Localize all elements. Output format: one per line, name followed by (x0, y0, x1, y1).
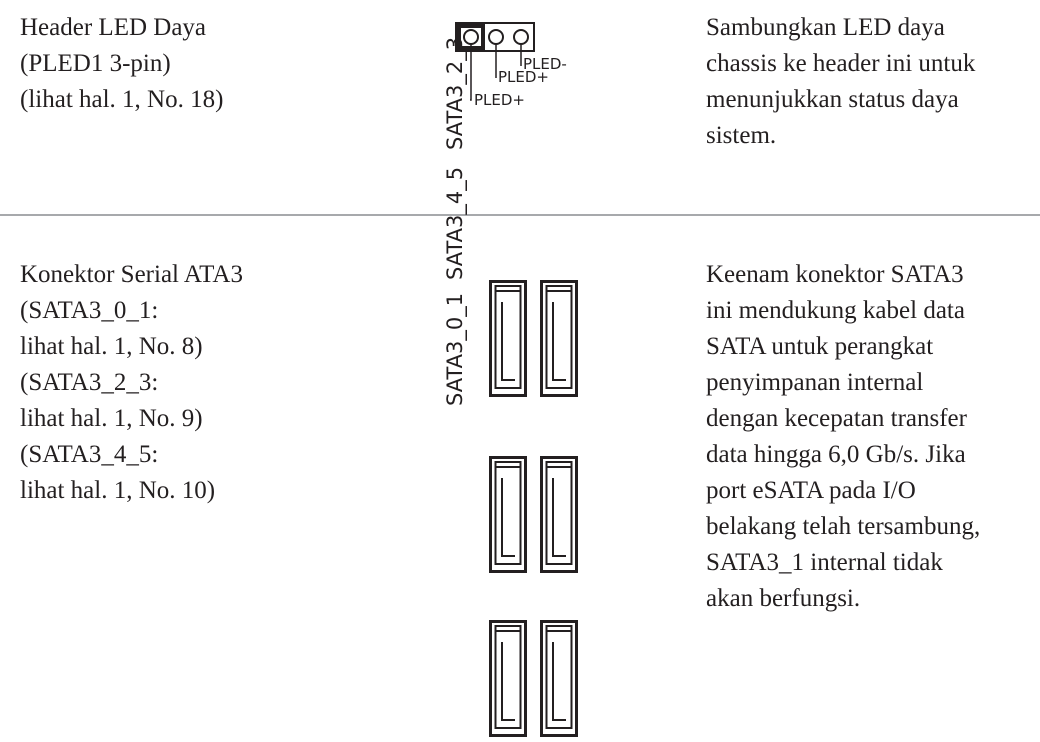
sata-desc-line: port eSATA pada I/O (706, 477, 916, 504)
sata-desc-line: SATA untuk perangkat (706, 333, 934, 360)
pled-line: (lihat hal. 1, No. 18) (20, 86, 224, 113)
sata-port-icon (491, 458, 526, 572)
label-sata3-4-5: SATA3_4_5 (443, 166, 467, 280)
pin-label-pled-plus-1: PLED+ (498, 68, 549, 86)
pin-label-pled-minus: PLED- (523, 55, 567, 73)
section-divider (0, 214, 1040, 216)
pled-description (706, 10, 975, 154)
pled-desc-line: sistem. (706, 122, 777, 149)
pin-label-pled-plus-2: PLED+ (474, 91, 525, 109)
pled-line: (PLED1 3-pin) (20, 50, 171, 77)
sata-desc-line: dengan kecepatan transfer (706, 405, 967, 432)
sata-port-icon (542, 458, 577, 572)
pled-desc-line: chassis ke header ini untuk (706, 50, 976, 77)
sata-line: (SATA3_4_5: (20, 441, 159, 468)
sata-desc-line: Keenam konektor SATA3 (706, 261, 964, 288)
sata-desc-line: SATA3_1 internal tidak (706, 549, 943, 576)
sata-desc-line: belakang telah tersambung, (706, 513, 981, 540)
sata-desc-line: akan berfungsi. (706, 585, 861, 612)
sata-port-icon (491, 282, 526, 396)
sata-port-icon (491, 622, 526, 736)
label-sata3-2-3: SATA3_2_3 (443, 36, 467, 150)
sata-port-icon (542, 622, 577, 736)
sata-line: lihat hal. 1, No. 9) (20, 405, 203, 432)
sata-line: lihat hal. 1, No. 8) (20, 333, 203, 360)
pled-desc-line: Sambungkan LED daya (706, 14, 945, 41)
sata-desc-line: data hingga 6,0 Gb/s. Jika (706, 441, 966, 468)
sata-left-text (20, 257, 243, 509)
pled-left-text (20, 10, 223, 118)
label-sata3-0-1: SATA3_0_1 (443, 292, 467, 406)
sata-connectors-diagram (480, 270, 590, 742)
sata-description (706, 257, 980, 617)
pled-desc-line: menunjukkan status daya (706, 86, 959, 113)
pin-2 (489, 30, 503, 44)
sata-desc-line: ini mendukung kabel data (706, 297, 965, 324)
sata-line: (SATA3_2_3: (20, 369, 159, 396)
sata-line: (SATA3_0_1: (20, 297, 159, 324)
sata-title: Konektor Serial ATA3 (20, 261, 243, 288)
sata-line: lihat hal. 1, No. 10) (20, 477, 216, 504)
sata-desc-line: penyimpanan internal (706, 369, 924, 396)
pled-title: Header LED Daya (20, 14, 207, 41)
sata-port-icon (542, 282, 577, 396)
pin-3 (514, 30, 528, 44)
